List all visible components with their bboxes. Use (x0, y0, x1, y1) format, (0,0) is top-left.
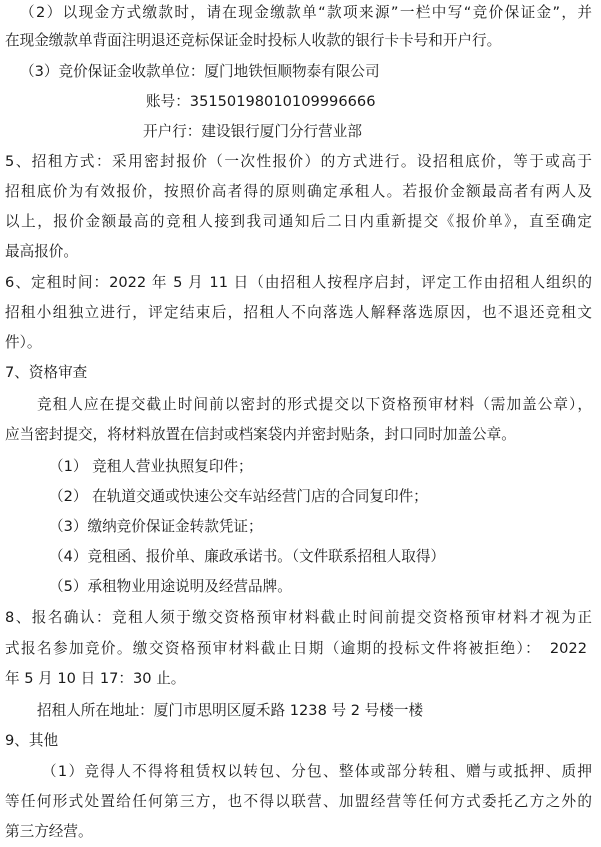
paragraph-line: 5、招租方式：采用密封报价（一次性报价）的方式进行。设招租底价，等于或高于 (5, 153, 592, 170)
bank-line: 开户行：建设银行厦门分行营业部 (143, 123, 362, 140)
paragraph-line: 招租底价为有效报价，按照价高者得的原则确定承租人。若报价金额最高者有两人及 (5, 183, 592, 200)
paragraph-line: 应当密封提交，将材料放置在信封或档案袋内并密封贴条，封口同时加盖公章。 (5, 426, 516, 443)
paragraph-line: 件）。 (5, 334, 42, 351)
paragraph-line (5, 603, 592, 633)
paragraph-line: 6、定租时间：2022 年 5 月 11 日（由招租人按程序启封，评定工作由招租人组织的 (5, 274, 592, 291)
paragraph-line: （2）以现金方式缴款时，请在现金缴款单“款项来源”一栏中写“竞价保证金”，并 (20, 4, 592, 21)
paragraph-line: 以上，报价金额最高的竞租人接到我司通知后二日内重新提交《报价单》，直至确定 (5, 213, 592, 230)
registration-text: 8、报名确认：竞租人须于缴交资格预审材料截止时间前提交资格预审材料才视为正 (5, 609, 592, 626)
paragraph-line: 年 5 月 10 日 17：30 止。 (5, 670, 186, 687)
paragraph-line: （1）竞得人不得将租赁权以转包、分包、整体或部分转租、赠与或抵押、质押 (42, 763, 592, 780)
paragraph-line: 等任何形式处置给任何第三方，也不得以联营、加盟经营等任何方式委托乙方之外的 (5, 793, 592, 810)
paragraph-line: 竞租人应在提交截止时间前以密封的形式提交以下资格预审材料（需加盖公章）， (37, 396, 592, 413)
list-item: （4）竞租函、报价单、廉政承诺书。（文件联系招租人取得） (49, 548, 446, 565)
section-heading: 7、资格审查 (5, 364, 88, 381)
paragraph-line: 在现金缴款单背面注明退还竞标保证金时投标人收款的银行卡卡号和开户行。 (5, 32, 502, 49)
paragraph-line: 最高报价。 (5, 243, 78, 260)
paragraph-line: 招租小组独立进行，评定结束后，招租人不向落选人解释落选原因，也不退还竞租文 (5, 304, 592, 321)
paragraph-line: 第三方经营。 (5, 823, 93, 840)
account-number-line: 账号：35150198010109996666 (146, 93, 376, 110)
address-line: 招租人所在地址：厦门市思明区厦禾路 1238 号 2 号楼一楼 (37, 702, 424, 719)
paragraph-line: 式报名参加竞价。缴交资格预审材料截止日期（逾期的投标文件将被拒绝）： 2022 (5, 640, 587, 657)
list-item: （5）承租物业用途说明及经营品牌。 (49, 578, 292, 595)
list-item: （2） 在轨道交通或快速公交车站经营门店的合同复印件； (49, 488, 428, 505)
list-item: （3）缴纳竞价保证金转款凭证； (49, 518, 263, 535)
section-heading: 9、其他 (5, 732, 59, 749)
list-item: （1） 竞租人营业执照复印件； (49, 458, 253, 475)
paragraph-line: （3）竞价保证金收款单位：厦门地铁恒顺物泰有限公司 (20, 63, 380, 80)
